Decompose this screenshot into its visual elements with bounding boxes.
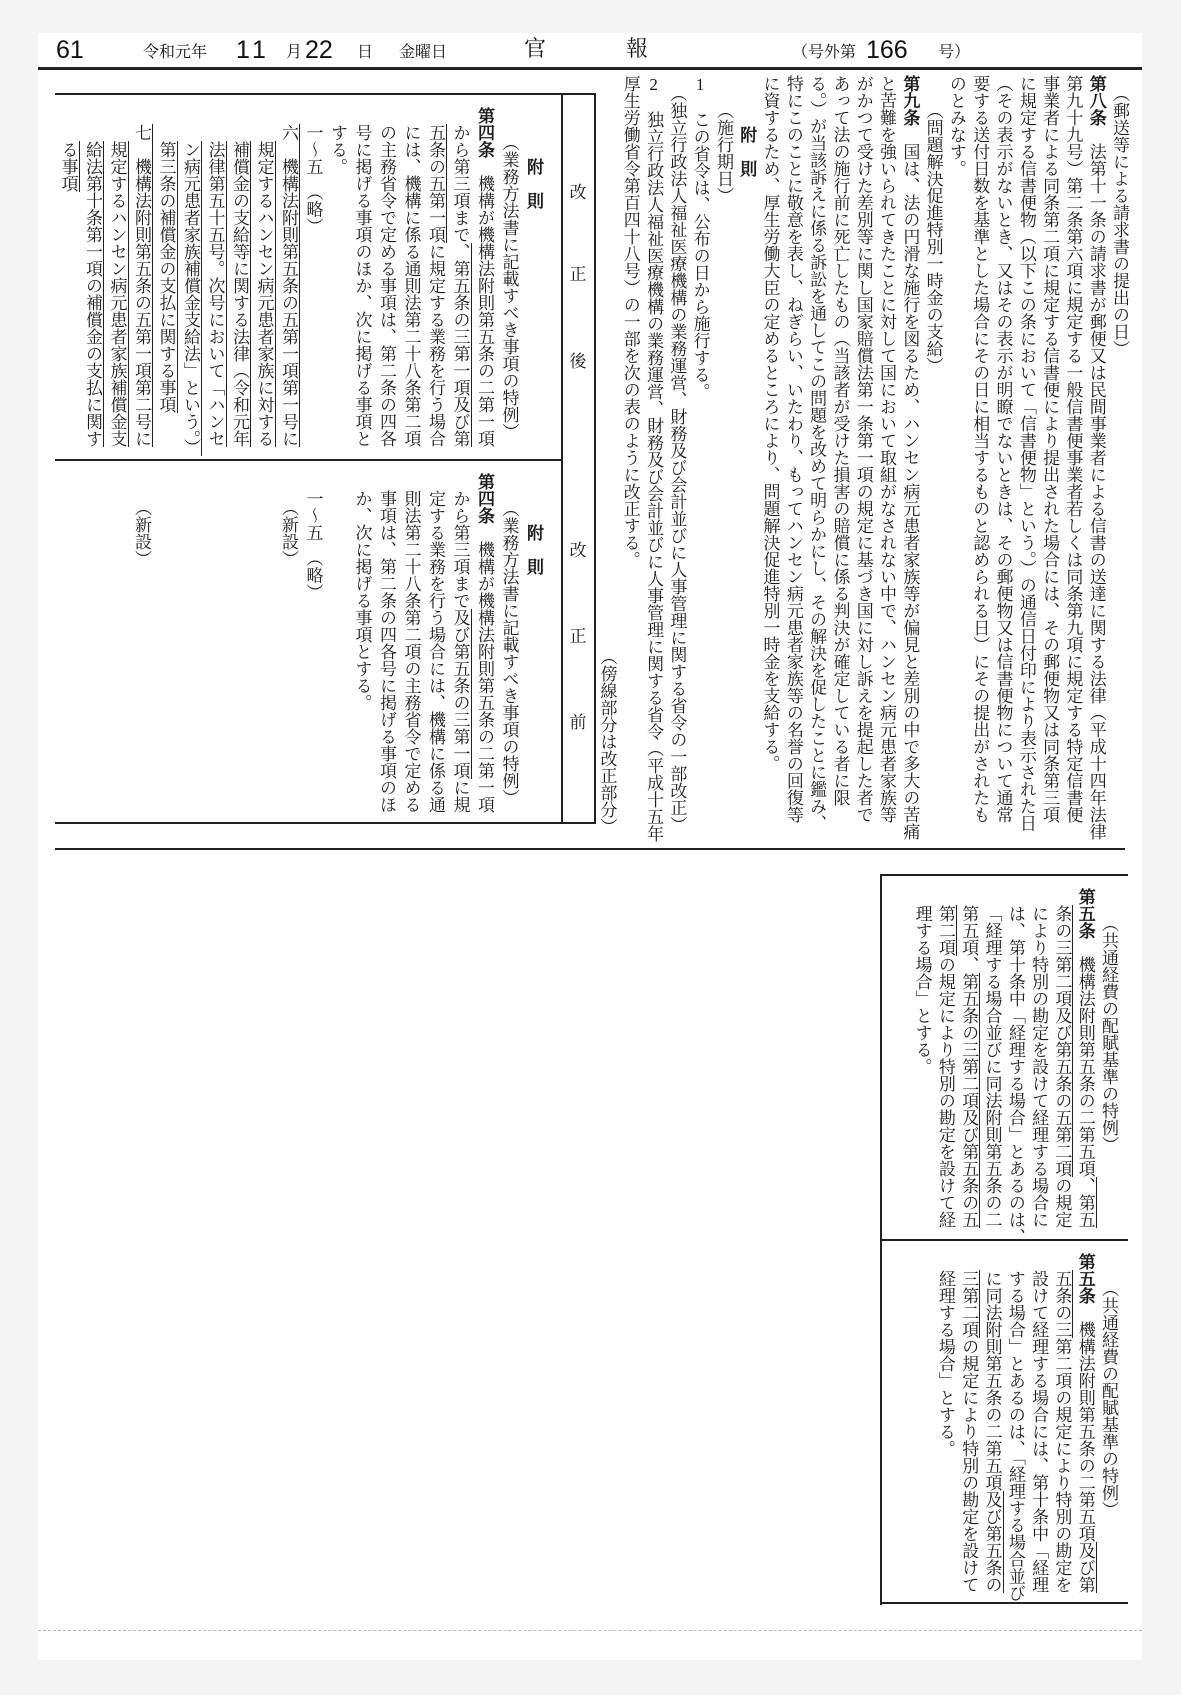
text-column — [895, 75, 920, 840]
text-column — [101, 107, 126, 452]
article-number: 第五条 — [1075, 888, 1095, 939]
table-before-cell — [126, 473, 543, 818]
text-column — [322, 107, 347, 452]
text-column — [493, 107, 518, 452]
sidelined-text: 五条の三 — [1052, 1270, 1072, 1338]
text-segment: の規定 — [1052, 1177, 1072, 1228]
text-column — [297, 473, 322, 818]
text-column — [1058, 75, 1081, 835]
box-bottom-border — [880, 1602, 1128, 1604]
text-segment: 機構が機構法附則第五条の二第一項 — [475, 158, 494, 447]
issue-prefix: （号外第 — [792, 44, 857, 61]
text-column — [150, 107, 175, 452]
text-column — [1105, 75, 1128, 835]
text-segment: （郵送等による請求書の提出の日） — [1110, 85, 1129, 358]
text-column — [848, 75, 871, 835]
text-segment: （独立行政法人福祉医療機構の業務運営、財務及び会計並びに人事管理に関する省令の一部改正） — [667, 85, 687, 834]
table-header-after-2: 正 — [569, 265, 587, 284]
text-segment: あって法の施行前に死亡したもの（当該者が受けた損害の賠償に係る判決が確定している者に限 — [830, 75, 850, 806]
text-segment: 第五項、 — [959, 905, 979, 973]
text-column — [685, 75, 708, 835]
text-column — [444, 473, 469, 818]
text-segment: の規定により特別の勘定を設けて — [959, 1338, 979, 1593]
text-column — [126, 473, 151, 818]
text-column — [420, 107, 445, 452]
text-column — [518, 473, 543, 818]
text-segment: から第三項まで — [450, 124, 470, 243]
sidelined-text: 、第五条の三第一項及び第 — [450, 243, 470, 447]
text-segment: 則法第二十八条第二項の主務省令で定める — [401, 490, 421, 813]
text-segment: に規定する業務を行う場合 — [426, 243, 445, 447]
article-number: 第八条 — [1086, 75, 1106, 126]
text-segment: 一〜五 （略） — [303, 124, 323, 235]
blank-column — [224, 473, 249, 818]
text-segment: に同法附則第五条の二第五項 — [982, 1270, 1002, 1491]
text-segment: 経理する場合」とする。 — [935, 1270, 955, 1457]
text-segment: 機構法附則第五条の二第五項 — [1075, 1304, 1095, 1542]
text-column — [755, 75, 778, 835]
sidelined-text: 給法第十条第一項の補償金の支払に関す — [83, 141, 102, 447]
text-segment: 号に掲げる事項のほか、次に掲げる事項と — [352, 124, 372, 447]
header-day: 22 — [305, 36, 333, 64]
text-column — [1094, 1253, 1117, 1598]
text-segment: （問題解決促進特別一時金の支給） — [923, 102, 943, 375]
blank-column — [175, 473, 200, 818]
sidelined-text: 、第五 — [1075, 1177, 1095, 1228]
text-segment: と苦難を強いられてきたことに対して国において取組がなされない中で、ハンセン病元患者家族等 — [877, 75, 897, 823]
text-column — [592, 75, 615, 835]
text-column — [175, 107, 200, 456]
text-segment: 要する送付日数を基準とした場合にその日に相当するものと認められる日）にその提出がされたも — [970, 75, 990, 823]
text-column — [639, 75, 664, 842]
text-column — [662, 75, 685, 835]
sidelined-text: 第五条の三第二項及び第五条の五 — [959, 973, 979, 1228]
box-top-border — [880, 874, 1128, 876]
text-column — [469, 107, 494, 452]
table-bottom-border — [55, 822, 595, 824]
text-segment: 第九十九号）第二条第六項に規定する一般信書便事業者若しくは同条第九項に規定する特定信書便 — [1063, 75, 1083, 823]
text-column — [942, 75, 965, 835]
table-header-before-2: 正 — [569, 627, 587, 646]
sidelined-text: 五条の五第一項 — [426, 124, 445, 243]
text-column — [1047, 888, 1070, 1233]
sidelined-text: ン病元患者家族補償金支給法」という。） — [181, 141, 200, 456]
text-column — [1035, 75, 1058, 835]
blank-column — [248, 473, 273, 818]
text-segment: 機構が機構法附則第五条の二第一項 — [475, 524, 494, 813]
text-segment: る。）が当該訴えに係る訴訟を通してこの問題を改めて明らかにし、その解決を促したことに鑑み、 — [807, 75, 827, 832]
text-segment: 国は、法の円滑な施行を図るため、ハンセン病元患者家族等が偏見と差別の中で多大の苦痛 — [900, 126, 920, 840]
text-segment: （共通経費の配賦基準の特例） — [1099, 915, 1118, 1154]
text-column — [126, 107, 151, 452]
text-segment: に規 — [450, 779, 470, 813]
text-column — [273, 473, 298, 818]
continued-after-cell — [907, 888, 1118, 1245]
text-column — [907, 888, 930, 1233]
text-segment: 一〜五 （略） — [303, 490, 323, 601]
text-segment: の規定により特別の勘定を設けて経 — [935, 956, 955, 1228]
text-segment: 特にこのことに敬意を表し、ねぎらい、いたわり、もってハンセン病元患者家族等の名誉の回復等 — [783, 75, 803, 823]
sidelined-text: 補償金の支給等に関する法律（令和元年 — [230, 141, 249, 447]
text-segment: の主務省令で定める事項は、第二条の四各 — [377, 124, 396, 447]
text-column — [709, 75, 732, 835]
table-top-border — [55, 93, 595, 95]
text-segment: する場合」とあるのは、「経理する場合並び — [1005, 1270, 1025, 1602]
text-column — [273, 107, 298, 452]
sidelined-text: 規定するハンセン病元患者家族に対する — [254, 141, 274, 447]
sidelined-text: 第二項 — [935, 905, 955, 956]
text-segment: 事項は、第二条の四各号に掲げる事項のほ — [377, 490, 396, 813]
continued-before-cell — [931, 1253, 1118, 1602]
text-segment: に規定する信書便物（以下この条において「信書便物」という。）の通信日付印により表示された日 — [1016, 75, 1036, 832]
table-right-border — [594, 93, 596, 824]
text-column — [1024, 1253, 1047, 1598]
sidelined-text: 法律第五十五号。次号において「ハンセ — [205, 141, 225, 447]
text-segment: （共通経費の配賦基準の特例） — [1099, 1280, 1118, 1519]
sidelined-text: 規定するハンセン病元患者家族補償金支 — [107, 141, 127, 447]
text-segment: 設けて経理する場合には、第十条中「経理 — [1029, 1270, 1049, 1593]
text-segment: 2 独立行政法人福祉医療機構の業務運営、財務及び会計並びに人事管理に関する省令（平成十五年 — [644, 75, 664, 842]
text-segment: 定する業務を行う場合には、機構に係る通 — [426, 490, 445, 813]
article-number: 第四条 — [475, 473, 494, 524]
sidelined-text: 条の三第二項及び第五条の五第二項 — [1052, 905, 1072, 1177]
text-column — [395, 107, 420, 452]
text-segment: （施行期日） — [713, 102, 733, 205]
text-segment: （新設） — [132, 498, 151, 567]
text-segment: か、次に掲げる事項とする。 — [352, 490, 372, 711]
text-column — [931, 1253, 954, 1598]
text-segment: 附 則 — [524, 524, 543, 575]
text-column — [248, 107, 273, 452]
sidelined-text: 三第二項 — [959, 1270, 979, 1338]
text-segment: 「経理する場合並びに同法附則第五条の二 — [982, 905, 1002, 1228]
sidelined-text: 七 機構法附則第五条の五第一項第二号に — [132, 124, 151, 447]
text-column — [779, 75, 802, 835]
text-column — [977, 1253, 1000, 1598]
text-segment: のとみなす。 — [946, 75, 966, 177]
text-segment: 事業者による同条第二項に規定する信書便により提出された場合には、その郵便物又は同条第三項 — [1040, 75, 1060, 823]
text-column — [420, 473, 445, 818]
text-segment: 附 則 — [737, 126, 757, 177]
text-column — [52, 107, 77, 452]
text-column — [371, 473, 396, 818]
text-column — [77, 107, 102, 452]
text-column — [395, 473, 420, 818]
text-column — [732, 75, 755, 835]
text-segment: 理する場合」とする。 — [912, 905, 932, 1075]
header-rule — [38, 67, 1142, 70]
text-segment: 法第十一条の請求書が郵便又は民間事業者による信書の送達に関する法律（平成十四年法律 — [1086, 126, 1106, 840]
text-column — [988, 75, 1011, 835]
sidelined-text: 第三条の補償金の支払に関する事項 — [156, 141, 176, 413]
article-number: 第五条 — [1075, 1253, 1095, 1304]
sidelined-text: 及び第五条の — [982, 1491, 1002, 1593]
page-footer-rule — [38, 1630, 1142, 1631]
header-day-unit: 日 — [357, 44, 374, 61]
table-middle-border — [55, 459, 562, 461]
text-column — [931, 888, 954, 1233]
text-column — [1070, 1253, 1093, 1598]
text-column — [977, 888, 1000, 1233]
header-month-unit: 月 — [286, 44, 303, 61]
blank-column — [150, 473, 175, 818]
text-column — [954, 1253, 977, 1598]
text-segment: （業務方法書に記載すべき事項の特例） — [499, 500, 519, 807]
section-separator — [55, 848, 1125, 850]
blank-column — [322, 473, 347, 818]
table-header-after-3: 後 — [569, 352, 587, 371]
article-number: 第四条 — [475, 107, 494, 158]
text-segment: は、第十条中「経理する場合」とあるのは、 — [1005, 905, 1025, 1245]
text-segment: により特別の勘定を設けて経理する場合に — [1029, 905, 1049, 1228]
sidelined-text: 及び第 — [1075, 1542, 1095, 1593]
text-column — [825, 75, 848, 835]
table-header-divider — [561, 93, 563, 824]
text-segment: （その表示がないとき、又はその表示が明瞭でないときは、その郵便物又は信書便物について通常 — [993, 75, 1013, 823]
text-segment: 附 則 — [524, 158, 543, 209]
text-column — [1094, 888, 1117, 1233]
box-middle-border — [880, 1239, 1128, 1241]
issue-number: 166 — [866, 36, 908, 64]
text-column — [1001, 888, 1025, 1245]
text-column — [872, 75, 895, 835]
sidelined-text: る事項 — [58, 141, 78, 192]
text-column — [802, 75, 825, 835]
sidelined-text: 六 機構法附則第五条の五第一項第一号に — [279, 124, 298, 447]
text-column — [346, 107, 371, 452]
text-column — [297, 107, 322, 452]
text-column — [954, 888, 977, 1233]
text-column — [1024, 888, 1047, 1233]
text-segment: （傍線部分は改正部分） — [597, 648, 617, 835]
text-segment: がかつて受けた差別等に関し国家賠償法第一条第一項の規定に基づき国に対し訴えを提起した者で — [853, 75, 873, 823]
text-column — [371, 107, 396, 452]
text-segment: 機構法附則第五条の二第五項 — [1075, 939, 1095, 1177]
text-segment: 第二項の規定により特別の勘定を — [1052, 1338, 1072, 1593]
table-header-before-1: 改 — [569, 541, 587, 560]
text-segment: する。 — [328, 124, 347, 175]
text-segment: （業務方法書に記載すべき事項の特例） — [499, 134, 519, 441]
text-column — [615, 75, 638, 835]
header-month: 11 — [236, 36, 270, 64]
sidelined-text: 及び第五条の三第一項 — [450, 609, 470, 779]
text-segment: 厚生労働省令第百四十八号）の一部を次の表のように改正する。 — [620, 75, 640, 568]
text-column — [199, 107, 224, 452]
text-segment: から第三項まで — [450, 490, 470, 609]
text-segment: （新設） — [279, 498, 298, 567]
text-column — [469, 473, 494, 818]
article-number: 第九条 — [900, 75, 920, 126]
text-column — [1081, 75, 1106, 840]
text-column — [224, 107, 249, 452]
text-column — [965, 75, 988, 835]
main-text — [592, 75, 1129, 842]
text-column — [1047, 1253, 1070, 1598]
header-weekday: 金曜日 — [399, 44, 448, 61]
text-column — [493, 473, 518, 818]
text-column — [1001, 1253, 1025, 1602]
text-column — [1070, 888, 1093, 1233]
table-after-cell — [52, 107, 543, 456]
table-header-before-3: 前 — [569, 713, 587, 732]
page-number: 61 — [56, 36, 84, 64]
text-segment: には、機構に係る通則法第二十八条第二項 — [401, 124, 421, 447]
text-segment: 1 この省令は、公布の日から施行する。 — [690, 75, 710, 400]
text-segment: に資するため、厚生労働大臣の定めるところにより、問題解決促進特別一時金を支給する。 — [760, 75, 780, 772]
blank-column — [199, 473, 224, 818]
text-column — [1012, 75, 1035, 835]
gazette-title-1: 官 — [524, 36, 547, 61]
issue-suffix: 号） — [938, 44, 971, 61]
text-column — [918, 75, 941, 835]
gazette-title-2: 報 — [626, 36, 649, 61]
table-header-after-1: 改 — [569, 183, 587, 202]
text-column — [444, 107, 469, 452]
header-era-year: 令和元年 — [143, 44, 208, 61]
text-column — [518, 107, 543, 452]
text-column — [346, 473, 371, 818]
